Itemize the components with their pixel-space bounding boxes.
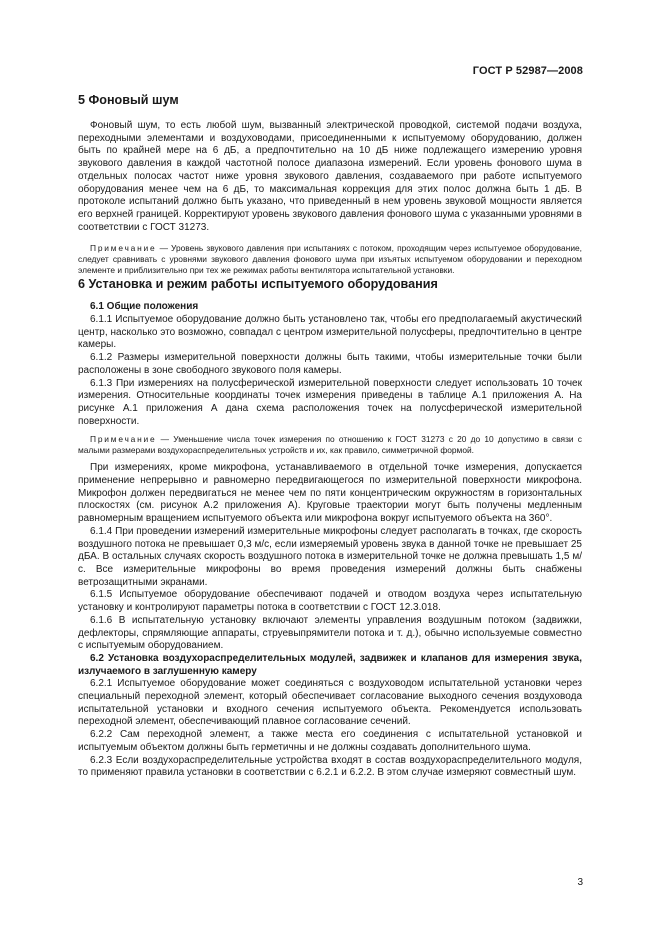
section-6-title: 6 Установка и режим работы испытуемого оборудования [78,277,438,292]
section-6-note [78,434,582,456]
section-5-title: 5 Фоновый шум [78,93,179,107]
paragraph-6-2-2: 6.2.2 Сам переходной элемент, а также места его соединения с испытательной установкой и испытуемым объектом должны быть герметичны и не должны создавать дополнительного шума. [78,729,582,753]
subsection-6-1-title: 6.1 Общие положения [90,301,199,313]
paragraph-6-1-3-continued: При измерениях, кроме микрофона, устанавливаемого в отдельной точке измерения, допускается применение непрерывно и равномерно передвигающегося по измерительной поверхности микрофона. Микрофон должен передвигаться не менее чем по пяти концентрическим окружностям в горизонтальных плоскостях (см. рисунок А.2 приложения А). Круговые траектории могут быть получены медленным равномерным вращением испытуемого объекта или микрофона вокруг испытуемого объекта на 360°. [78,462,582,525]
section-5-note [78,243,582,276]
paragraph-6-1-5: 6.1.5 Испытуемое оборудование обеспечивают подачей и отводом воздуха через испытательную установку и контролируют параметры потока в соответствии с ГОСТ 12.3.018. [78,589,582,614]
paragraph-6-1-2: 6.1.2 Размеры измерительной поверхности должны быть такими, чтобы измерительные точки были расположены в зоне свободного звукового поля камеры. [78,352,582,376]
note-text: — Уровень звукового давления при испытаниях с потоком, проходящим через испытуемое оборудование, следует сравнивать с уровнями звукового давления фонового шума при изъятых испытуемом оборудовании и переходном элементе и приблизительно при тех же режимах работы вентилятора испытательной установки. [78,243,582,276]
paragraph-6-1-6: 6.1.6 В испытательную установку включают элементы управления воздушным потоком (задвижки, дефлекторы, спрямляющие аппараты, струевыпрямители потока и т. д.), обычно используемые совместно с испытуемым оборудованием. [78,614,582,652]
paragraph-6-1-3: 6.1.3 При измерениях на полусферической измерительной поверхности следует использовать 10 точек измерения. Относительные координаты точек измерения приведены в таблице А.1 приложения А. На рисунке А.1 приложения А дана схема расположения точек на полусферической измерительной поверхности. [78,377,582,427]
document-code-header: ГОСТ Р 52987—2008 [472,65,583,77]
subsection-6-2-title: 6.2 Установка воздухораспределительных модулей, задвижек и клапанов для измерения звука, излучаемого в заглушенную камеру [78,652,582,677]
paragraph-6-2-3: 6.2.3 Если воздухораспределительные устройства входят в состав воздухораспределительного модуля, то применяют правила установки в соответствии с 6.2.1 и 6.2.2. В этом случае измеряют совместный шум. [78,754,582,779]
paragraph-6-2-1: 6.2.1 Испытуемое оборудование может соединяться с воздуховодом испытательной установки через специальный переходной элемент, который обеспечивает согласование выходного сечения воздуховода испытательной установки и входного сечения испытуемого объекта. Рекомендуется использовать переходной элемент, обеспечивающий плавное согласование сечений. [78,678,582,728]
note-label: Примечание [90,434,157,445]
section-5-paragraph: Фоновый шум, то есть любой шум, вызванный электрической проводкой, системой подачи воздуха, переходными элементами и воздуховодами, присоединенными к испытуемому оборудованию, должен быть по крайней мере на 6 дБ, а предпочтительно на 10 дБ ниже подлежащего измерению уровня звукового давления в каждой частотной полосе диапазона измерений. Если уровень фонового шума в отдельных полосах частот ниже уровня звукового давления, создаваемого при работе испытуемого оборудования менее чем на 6 дБ, то максимальная коррекция для этих полос должна быть 1 дБ. В протоколе испытаний должно быть указано, что приведенный в нем уровень звуковой мощности является его верхней границей. Корректируют уровень звукового давления фонового шума с указанными уровнями в соответствии с ГОСТ 31273. [78,120,582,233]
note-label: Примечание [90,243,157,254]
page-number: 3 [577,877,583,888]
paragraph-6-1-4: 6.1.4 При проведении измерений измерительные микрофоны следует располагать в точках, где скорость воздушного потока не превышает 0,3 м/с, если измеряемый уровень звука в данной точке не превышает 25 дБА. В остальных случаях скорость воздушного потока в измерительной точке не должна превышать 1,5 м/с. Все измерительные микрофоны во время проведения измерений должны быть снабжены ветрозащитными экранами. [78,525,582,588]
page-content [78,92,582,780]
paragraph-6-1-1: 6.1.1 Испытуемое оборудование должно быть установлено так, чтобы его предполагаемый акустический центр, насколько это возможно, совпадал с центром измерительной полусферы, предпочтительно в центре камеры. [78,314,582,351]
note-text: — Уменьшение числа точек измерения по отношению к ГОСТ 31273 с 20 до 10 допустимо в связи с малыми размерами воздухораспределительных устройств и их, как правило, симметричной формой. [78,434,582,456]
